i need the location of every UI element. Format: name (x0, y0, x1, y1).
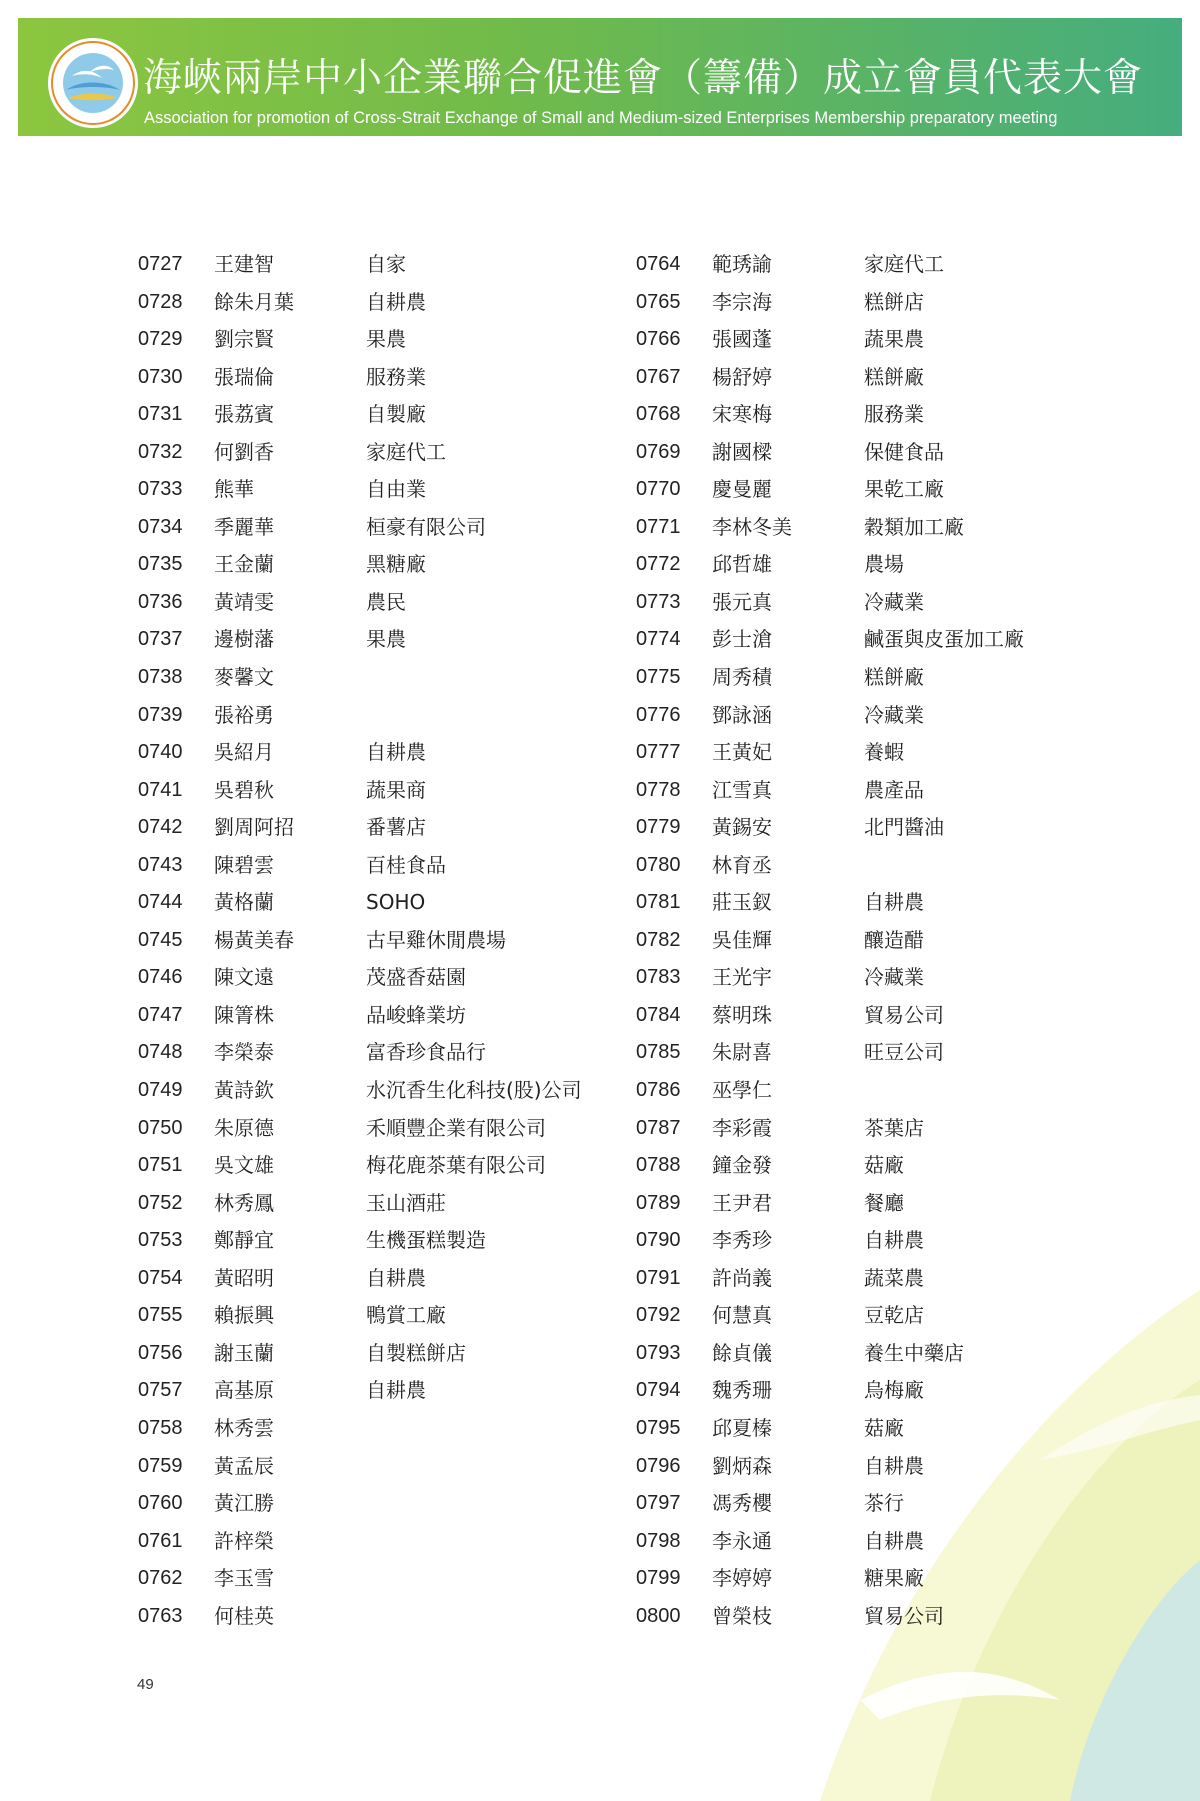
member-number: 0781 (636, 891, 681, 914)
member-number: 0755 (138, 1304, 183, 1327)
member-number: 0796 (636, 1454, 681, 1477)
member-name: 林育丞 (712, 852, 772, 877)
member-number: 0768 (636, 403, 681, 426)
member-number: 0798 (636, 1529, 681, 1552)
member-name: 江雪真 (712, 777, 772, 802)
member-number: 0789 (636, 1191, 681, 1214)
member-organization: 烏梅廠 (864, 1378, 924, 1403)
member-number: 0756 (138, 1341, 183, 1364)
member-number: 0749 (138, 1079, 183, 1102)
member-number: 0779 (636, 816, 681, 839)
member-organization: 釀造醋 (864, 927, 924, 952)
logo-emblem-icon (50, 40, 136, 126)
member-number: 0741 (138, 778, 183, 801)
member-organization: 自耕農 (864, 1453, 924, 1478)
member-organization: 穀類加工廠 (864, 514, 964, 539)
member-number: 0788 (636, 1154, 681, 1177)
page-title: 海峽兩岸中小企業聯合促進會（籌備）成立會員代表大會 (143, 56, 1144, 101)
member-number: 0727 (138, 253, 183, 275)
member-number: 0758 (138, 1416, 183, 1439)
member-number: 0737 (138, 628, 183, 651)
member-name: 張國蓬 (712, 327, 772, 352)
member-organization: 糕餅廠 (864, 364, 924, 389)
member-number: 0733 (138, 478, 183, 501)
member-number: 0771 (636, 515, 681, 538)
member-organization: 玉山酒莊 (366, 1190, 446, 1215)
member-organization: 桓豪有限公司 (366, 514, 486, 539)
member-name: 吳文雄 (214, 1153, 274, 1178)
member-number: 0794 (636, 1379, 681, 1402)
member-organization: 茶葉店 (864, 1115, 924, 1140)
member-name: 黃孟辰 (214, 1453, 274, 1478)
member-organization: 農產品 (864, 777, 924, 802)
page-number: 49 (137, 1676, 154, 1693)
member-organization: 家庭代工 (864, 252, 944, 276)
member-number: 0764 (636, 253, 681, 275)
member-name: 李永通 (712, 1528, 772, 1553)
member-name: 李秀珍 (712, 1228, 772, 1253)
member-number: 0775 (636, 666, 681, 689)
member-name: 許梓榮 (214, 1528, 274, 1553)
member-number: 0799 (636, 1567, 681, 1590)
member-organization: 養生中藥店 (864, 1340, 964, 1365)
member-organization: 蔬果商 (366, 777, 426, 802)
member-organization: 自耕農 (864, 1528, 924, 1553)
page-subtitle-english: Association for promotion of Cross-Strait Exchange of Small and Medium-sized Enterprises Membership preparatory meeting (144, 109, 1058, 127)
member-organization: 梅花鹿茶葉有限公司 (366, 1153, 546, 1178)
member-organization: 農民 (366, 589, 406, 614)
member-name: 朱尉喜 (712, 1040, 772, 1065)
member-name: 邱哲雄 (712, 552, 772, 577)
member-organization: 水沉香生化科技(股)公司 (366, 1078, 582, 1103)
member-name: 慶曼麗 (712, 477, 772, 502)
member-number: 0751 (138, 1154, 183, 1177)
member-name: 黃靖雯 (214, 589, 274, 614)
member-name: 邱夏榛 (712, 1415, 772, 1440)
member-name: 李宗海 (712, 289, 772, 314)
member-organization: 品峻蜂業坊 (366, 1002, 466, 1027)
member-organization: 貿易公司 (864, 1002, 944, 1027)
member-organization: 生機蛋糕製造 (366, 1228, 486, 1253)
member-number: 0746 (138, 966, 183, 989)
header-banner (18, 18, 1182, 136)
member-organization: 北門醬油 (864, 815, 944, 840)
member-number: 0795 (636, 1416, 681, 1439)
member-name: 王金蘭 (214, 552, 274, 577)
member-organization: 服務業 (366, 364, 426, 389)
member-number: 0743 (138, 853, 183, 876)
member-number: 0745 (138, 928, 183, 951)
member-number: 0731 (138, 403, 183, 426)
member-name: 楊黃美春 (214, 927, 294, 952)
member-name: 劉炳森 (712, 1453, 772, 1478)
member-name: 謝國樑 (712, 439, 772, 464)
member-organization: SOHO (366, 890, 426, 915)
member-organization: 自耕農 (366, 1265, 426, 1290)
member-number: 0729 (138, 328, 183, 351)
member-name: 李榮泰 (214, 1040, 274, 1065)
member-name: 謝玉蘭 (214, 1340, 274, 1365)
member-name: 何慧真 (712, 1303, 772, 1328)
member-number: 0772 (636, 553, 681, 576)
member-name: 張瑞倫 (214, 364, 274, 389)
member-name: 王建智 (214, 252, 274, 276)
member-organization: 番薯店 (366, 815, 426, 840)
member-number: 0752 (138, 1191, 183, 1214)
association-logo (48, 38, 138, 128)
member-name: 黃格蘭 (214, 890, 274, 915)
member-organization: 貿易公司 (864, 1603, 944, 1628)
member-number: 0762 (138, 1567, 183, 1590)
member-name: 王尹君 (712, 1190, 772, 1215)
member-organization: 冷藏業 (864, 702, 924, 727)
member-organization: 糖果廠 (864, 1566, 924, 1591)
member-name: 黃昭明 (214, 1265, 274, 1290)
member-organization: 保健食品 (864, 439, 944, 464)
member-organization: 冷藏業 (864, 589, 924, 614)
member-number: 0750 (138, 1116, 183, 1139)
member-name: 鐘金發 (712, 1153, 772, 1178)
member-name: 張裕勇 (214, 702, 274, 727)
member-name: 餘貞儀 (712, 1340, 772, 1365)
member-organization: 自耕農 (864, 1228, 924, 1253)
member-organization: 茂盛香菇園 (366, 965, 466, 990)
member-number: 0783 (636, 966, 681, 989)
member-organization: 果乾工廠 (864, 477, 944, 502)
member-number: 0742 (138, 816, 183, 839)
member-number: 0760 (138, 1492, 183, 1515)
member-number: 0785 (636, 1041, 681, 1064)
member-organization: 餐廳 (864, 1190, 904, 1215)
member-number: 0777 (636, 741, 681, 764)
member-organization: 自由業 (366, 477, 426, 502)
member-organization: 豆乾店 (864, 1303, 924, 1328)
member-organization: 冷藏業 (864, 965, 924, 990)
member-name: 黃江勝 (214, 1491, 274, 1516)
member-organization: 糕餅店 (864, 289, 924, 314)
member-name: 朱原德 (214, 1115, 274, 1140)
member-organization: 自耕農 (366, 1378, 426, 1403)
member-number: 0765 (636, 290, 681, 313)
member-name: 餘朱月葉 (214, 289, 294, 314)
member-number: 0797 (636, 1492, 681, 1515)
member-number: 0770 (636, 478, 681, 501)
member-name: 陳碧雲 (214, 852, 274, 877)
member-number: 0730 (138, 365, 183, 388)
member-name: 蔡明珠 (712, 1002, 772, 1027)
member-name: 鄧詠涵 (712, 702, 772, 727)
member-number: 0778 (636, 778, 681, 801)
member-organization: 百桂食品 (366, 852, 446, 877)
member-number: 0735 (138, 553, 183, 576)
member-name: 周秀積 (712, 665, 772, 690)
member-number: 0791 (636, 1266, 681, 1289)
member-organization: 富香珍食品行 (366, 1040, 486, 1065)
member-number: 0728 (138, 290, 183, 313)
member-organization: 茶行 (864, 1491, 904, 1516)
member-number: 0754 (138, 1266, 183, 1289)
member-number: 0793 (636, 1341, 681, 1364)
member-number: 0739 (138, 703, 183, 726)
member-name: 何桂英 (214, 1603, 274, 1628)
member-number: 0786 (636, 1079, 681, 1102)
member-name: 高基原 (214, 1378, 274, 1403)
member-number: 0736 (138, 590, 183, 613)
member-name: 鄭靜宜 (214, 1228, 274, 1253)
member-number: 0800 (636, 1604, 681, 1627)
member-name: 林秀雲 (214, 1415, 274, 1440)
member-organization: 旺豆公司 (864, 1040, 944, 1065)
member-organization: 古早雞休閒農場 (366, 927, 506, 952)
member-number: 0738 (138, 666, 183, 689)
member-organization: 黑糖廠 (366, 552, 426, 577)
member-name: 劉宗賢 (214, 327, 274, 352)
member-number: 0774 (636, 628, 681, 651)
member-name: 陳文遠 (214, 965, 274, 990)
member-name: 張荔賓 (214, 402, 274, 427)
member-name: 楊舒婷 (712, 364, 772, 389)
member-organization: 菇廠 (864, 1415, 904, 1440)
member-number: 0792 (636, 1304, 681, 1327)
member-name: 賴振興 (214, 1303, 274, 1328)
member-name: 張元真 (712, 589, 772, 614)
member-organization: 農場 (864, 552, 904, 577)
member-name: 季麗華 (214, 514, 274, 539)
member-number: 0790 (636, 1229, 681, 1252)
member-name: 吳紹月 (214, 740, 274, 765)
member-organization: 服務業 (864, 402, 924, 427)
member-number: 0763 (138, 1604, 183, 1627)
member-organization: 自製廠 (366, 402, 426, 427)
member-name: 麥馨文 (214, 665, 274, 690)
member-organization: 家庭代工 (366, 439, 446, 464)
member-name: 王黃妃 (712, 740, 772, 765)
member-name: 彭士滄 (712, 627, 772, 652)
member-number: 0753 (138, 1229, 183, 1252)
member-organization: 自製糕餅店 (366, 1340, 466, 1365)
member-name: 熊華 (214, 477, 254, 502)
member-organization: 果農 (366, 327, 406, 352)
member-name: 李婷婷 (712, 1566, 772, 1591)
member-name: 黃詩欽 (214, 1078, 274, 1103)
member-number: 0759 (138, 1454, 183, 1477)
member-number: 0757 (138, 1379, 183, 1402)
member-number: 0744 (138, 891, 183, 914)
member-name: 林秀鳳 (214, 1190, 274, 1215)
member-name: 李玉雪 (214, 1566, 274, 1591)
member-number: 0776 (636, 703, 681, 726)
member-name: 許尚義 (712, 1265, 772, 1290)
member-number: 0761 (138, 1529, 183, 1552)
member-name: 吳佳輝 (712, 927, 772, 952)
member-number: 0732 (138, 440, 183, 463)
member-name: 莊玉釵 (712, 890, 772, 915)
member-number: 0787 (636, 1116, 681, 1139)
member-name: 王光宇 (712, 965, 772, 990)
member-number: 0773 (636, 590, 681, 613)
member-number: 0784 (636, 1003, 681, 1026)
member-name: 劉周阿招 (214, 815, 294, 840)
member-name: 宋寒梅 (712, 402, 772, 427)
member-organization: 蔬菜農 (864, 1265, 924, 1290)
member-number: 0780 (636, 853, 681, 876)
member-name: 曾榮枝 (712, 1603, 772, 1628)
member-number: 0747 (138, 1003, 183, 1026)
member-name: 陳箐株 (214, 1002, 274, 1027)
member-name: 邊樹藩 (214, 627, 274, 652)
member-name: 李林冬美 (712, 514, 792, 539)
member-organization: 鹹蛋與皮蛋加工廠 (864, 627, 1024, 652)
member-name: 李彩霞 (712, 1115, 772, 1140)
member-organization: 菇廠 (864, 1153, 904, 1178)
member-number: 0740 (138, 741, 183, 764)
member-organization: 果農 (366, 627, 406, 652)
member-organization: 鴨賞工廠 (366, 1303, 446, 1328)
member-organization: 蔬果農 (864, 327, 924, 352)
member-number: 0782 (636, 928, 681, 951)
member-number: 0767 (636, 365, 681, 388)
member-name: 範琇諭 (712, 252, 772, 276)
member-name: 黃錫安 (712, 815, 772, 840)
member-name: 魏秀珊 (712, 1378, 772, 1403)
member-number: 0766 (636, 328, 681, 351)
member-organization: 糕餅廠 (864, 665, 924, 690)
member-organization: 自家 (366, 252, 406, 276)
member-name: 巫學仁 (712, 1078, 772, 1103)
member-organization: 自耕農 (864, 890, 924, 915)
member-organization: 自耕農 (366, 740, 426, 765)
member-number: 0734 (138, 515, 183, 538)
member-organization: 養蝦 (864, 740, 904, 765)
member-organization: 自耕農 (366, 289, 426, 314)
member-organization: 禾順豐企業有限公司 (366, 1115, 546, 1140)
member-number: 0769 (636, 440, 681, 463)
member-number: 0748 (138, 1041, 183, 1064)
member-name: 何劉香 (214, 439, 274, 464)
member-name: 馮秀櫻 (712, 1491, 772, 1516)
member-name: 吳碧秋 (214, 777, 274, 802)
